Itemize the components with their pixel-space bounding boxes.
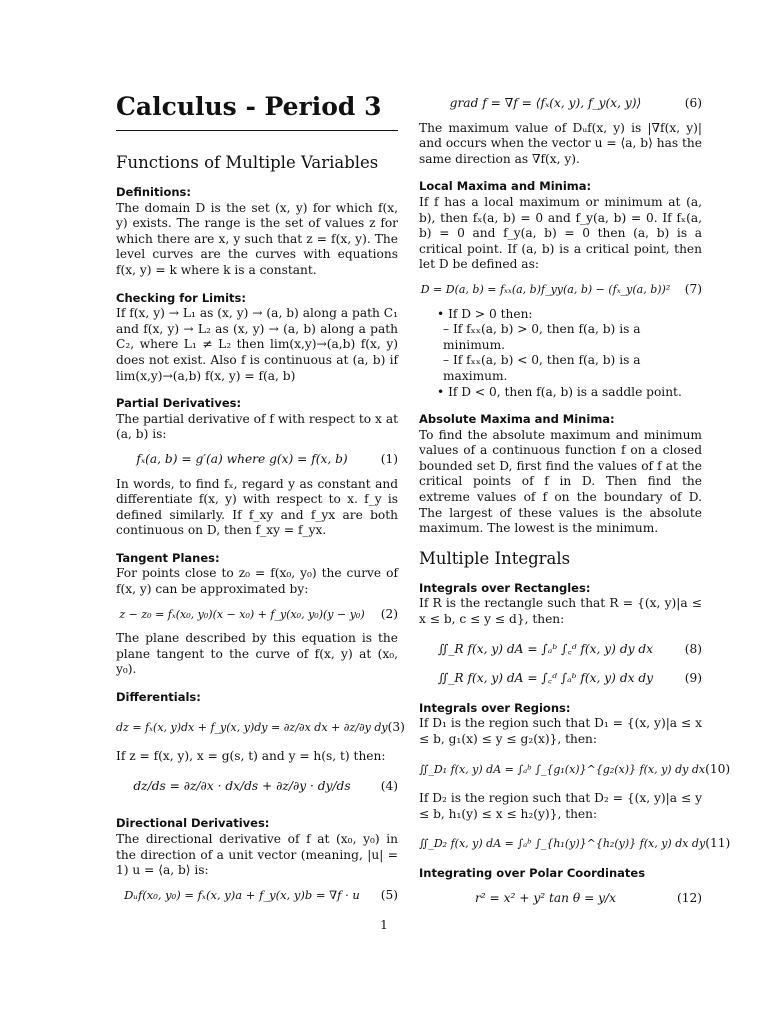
polar-heading: Integrating over Polar Coordinates bbox=[419, 865, 646, 880]
left-column bbox=[116, 90, 405, 912]
equation-11-expr: ∬_D₂ f(x, y) dA = ∫ₐᵇ ∫_{h₁(y)}^{h₂(y)} f(x, y) dx dy bbox=[419, 837, 706, 851]
equation-5 bbox=[116, 888, 398, 904]
regions-heading: Integrals over Regions: bbox=[419, 700, 571, 715]
local-extrema-text: If f has a local maximum or minimum at (a, b), then fₓ(a, b) = 0 and f_y(a, b) = 0. If fₓ(a, b) = 0 and f_y(a, b) = 0 then (a, b) is a critical point. If (a, b) is a critical point, then let D be defined as: bbox=[419, 194, 702, 272]
local-extrema-heading: Local Maxima and Minima: bbox=[419, 179, 592, 194]
directional-derivatives-text: The directional derivative of f at (x₀, y₀) in the direction of a unit vector (meaning, |u| = 1) u = ⟨a, b⟩ is: bbox=[116, 832, 398, 878]
title-rule bbox=[116, 130, 398, 131]
partial-derivatives-explanation: In words, to find fₓ, regard y as constant and differentiate f(x, y) with respect to x. f_y is defined similarly. If f_xy and f_yx are both continuous on D, then f_xy = f_yx. bbox=[116, 476, 398, 538]
equation-4-expr: dz/ds = ∂z/∂x · dx/ds + ∂z/∂y · dy/ds bbox=[133, 778, 351, 793]
definitions-text: The domain D is the set (x, y) for which f(x, y) exists. The range is the set of values z for which there are x, y such that z = f(x, y). The level curves are the curves with equations f(x, y) = k where k is a constant. bbox=[116, 200, 398, 277]
list-item: • If D > 0 then: bbox=[437, 306, 533, 321]
differentials-heading: Differentials: bbox=[116, 690, 201, 705]
equation-6 bbox=[419, 96, 702, 112]
list-item: – If fₓₓ(a, b) > 0, then f(a, b) is a minimum. bbox=[443, 322, 641, 352]
right-column bbox=[419, 90, 731, 915]
equation-6-number: (6) bbox=[684, 96, 702, 110]
list-item: • If D < 0, then f(a, b) is a saddle point. bbox=[437, 384, 682, 399]
equation-3 bbox=[116, 719, 405, 736]
equation-5-expr: Dᵤf(x₀, y₀) = fₓ(x, y)a + f_y(x, y)b = ∇f · u bbox=[124, 887, 360, 902]
second-derivative-test-list bbox=[437, 307, 702, 401]
definitions-heading: Definitions: bbox=[116, 185, 191, 199]
equation-11 bbox=[419, 836, 731, 852]
equation-9 bbox=[419, 671, 702, 687]
equation-8-number: (8) bbox=[684, 641, 702, 656]
rectangles-heading: Integrals over Rectangles: bbox=[419, 580, 591, 595]
chain-rule-text: If z = f(x, y), x = g(s, t) and y = h(s, t) then: bbox=[116, 749, 386, 764]
equation-7-expr: D = D(a, b) = fₓₓ(a, b)f_yy(a, b) − (fₓ_y(a, b))² bbox=[420, 282, 671, 296]
equation-3-number: (3) bbox=[387, 719, 405, 734]
equation-5-number: (5) bbox=[380, 887, 398, 902]
equation-9-number: (9) bbox=[684, 671, 702, 686]
regions-text-2: If D₂ is the region such that D₂ = {(x, y)|a ≤ y ≤ b, h₁(y) ≤ x ≤ h₂(y)}, then: bbox=[419, 791, 702, 821]
equation-2-number: (2) bbox=[380, 606, 398, 621]
tangent-planes-text: For points close to z₀ = f(x₀, y₀) the curve of f(x, y) can be approximated by: bbox=[116, 566, 398, 597]
equation-10-number: (10) bbox=[705, 761, 731, 776]
equation-7-number: (7) bbox=[684, 281, 702, 296]
tangent-planes-heading: Tangent Planes: bbox=[116, 550, 220, 565]
equation-1-number: (1) bbox=[380, 451, 398, 466]
equation-12-number: (12) bbox=[676, 890, 702, 905]
tangent-planes-explanation: The plane described by this equation is the plane tangent to the curve of f(x, y) at (x₀, y₀). bbox=[116, 631, 398, 677]
section-heading-integrals: Multiple Integrals bbox=[419, 548, 571, 568]
equation-7 bbox=[419, 282, 702, 298]
equation-1 bbox=[116, 452, 398, 468]
equation-3-expr: dz = fₓ(x, y)dx + f_y(x, y)dy = ∂z/∂x dx + ∂z/∂y dy bbox=[116, 720, 388, 734]
equation-12-expr: r² = x² + y² tan θ = y/x bbox=[474, 890, 617, 905]
equation-8 bbox=[419, 642, 702, 658]
regions-text-1: If D₁ is the region such that D₁ = {(x, y)|a ≤ x ≤ b, g₁(x) ≤ y ≤ g₂(x)}, then: bbox=[419, 716, 702, 746]
equation-1-expr: fₓ(a, b) = g′(a) where g(x) = f(x, b) bbox=[136, 451, 348, 466]
equation-6-expr: grad f = ∇f = ⟨fₓ(x, y), f_y(x, y)⟩ bbox=[449, 96, 642, 110]
limits-heading: Checking for Limits: bbox=[116, 290, 246, 305]
equation-2-expr: z − z₀ = fₓ(x₀, y₀)(x − x₀) + f_y(x₀, y₀)(y − y₀) bbox=[119, 607, 365, 621]
absolute-extrema-heading: Absolute Maxima and Minima: bbox=[419, 412, 615, 427]
equation-10 bbox=[419, 761, 731, 778]
partial-derivatives-heading: Partial Derivatives: bbox=[116, 396, 242, 411]
equation-4-number: (4) bbox=[380, 778, 398, 793]
equation-12 bbox=[419, 891, 702, 907]
equation-9-expr: ∬_R f(x, y) dA = ∫꜀ᵈ ∫ₐᵇ f(x, y) dx dy bbox=[437, 671, 654, 686]
rectangles-text: If R is the rectangle such that R = {(x, y)|a ≤ x ≤ b, c ≤ y ≤ d}, then: bbox=[419, 596, 702, 627]
page-title: Calculus - Period 3 bbox=[116, 92, 382, 121]
equation-2 bbox=[116, 607, 398, 623]
list-item: – If fₓₓ(a, b) < 0, then f(a, b) is a maximum. bbox=[443, 353, 641, 383]
equation-8-expr: ∬_R f(x, y) dA = ∫ₐᵇ ∫꜀ᵈ f(x, y) dy dx bbox=[437, 641, 654, 656]
equation-4 bbox=[116, 779, 398, 795]
absolute-extrema-text: To find the absolute maximum and minimum values of a continuous function f on a closed bounded set D, first find the values of f at the critical points of f in D. Then find the extreme values of f on the boundary of D. The largest of these values is the absolute maximum. The lowest is the minimum. bbox=[419, 427, 702, 536]
equation-11-number: (11) bbox=[705, 836, 731, 851]
section-heading-functions: Functions of Multiple Variables bbox=[116, 153, 379, 172]
partial-derivatives-text: The partial derivative of f with respect to x at (a, b) is: bbox=[116, 411, 398, 442]
equation-10-expr: ∬_D₁ f(x, y) dA = ∫ₐᵇ ∫_{g₁(x)}^{g₂(x)} f(x, y) dy dx bbox=[419, 762, 706, 776]
directional-derivatives-heading: Directional Derivatives: bbox=[116, 816, 270, 831]
max-gradient-text: The maximum value of Dᵤf(x, y) is |∇f(x, y)| and occurs when the vector u = ⟨a, b⟩ has the same direction as ∇f(x, y). bbox=[419, 120, 702, 166]
page-number: 1 bbox=[380, 918, 388, 932]
limits-text: If f(x, y) → L₁ as (x, y) → (a, b) along a path C₁ and f(x, y) → L₂ as (x, y) → (a, b) along a path C₂, where L₁ ≠ L₂ then lim(x,y)→(a,b) f(x, y) does not exist. Also f is continuous at (a, b) if lim(x,y)→(a,b) f(x, y) = f(a, b) bbox=[116, 306, 398, 383]
